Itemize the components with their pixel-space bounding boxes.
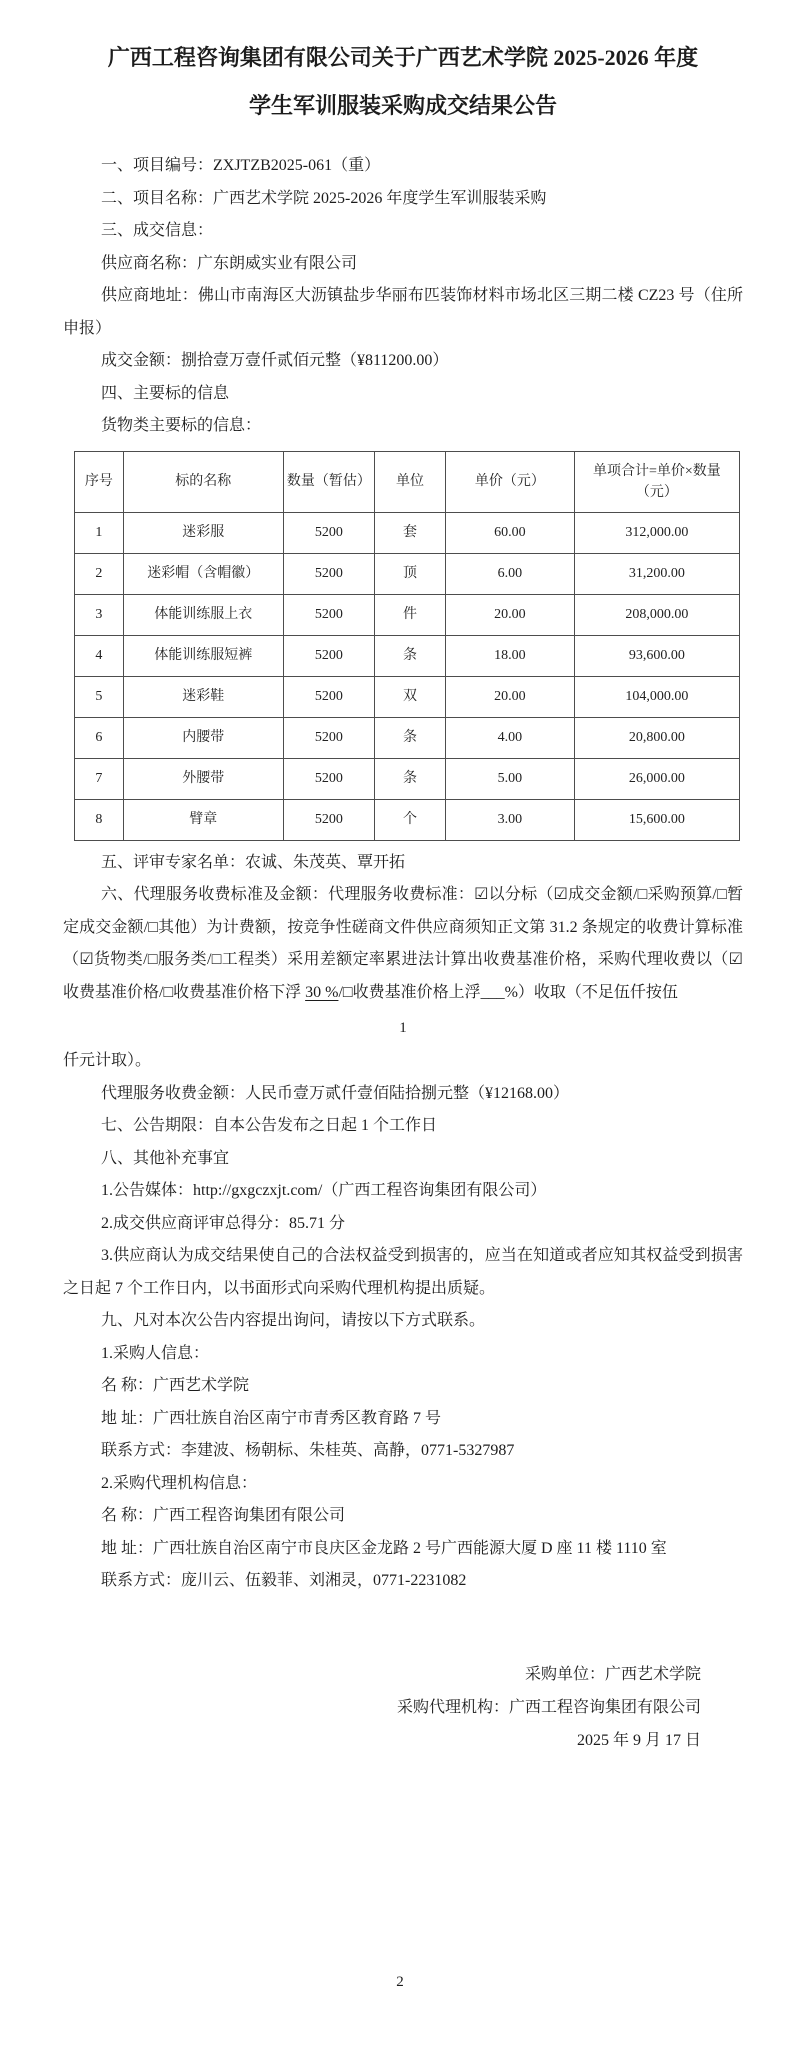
- para-buyer-name: 名 称：广西艺术学院: [101, 1377, 250, 1394]
- cell-item-name: 迷彩鞋: [123, 676, 283, 717]
- header-seq: 序号: [75, 451, 124, 512]
- cell-subtotal: 93,600.00: [574, 635, 739, 676]
- header-subtotal: 单项合计=单价×数量（元）: [574, 451, 739, 512]
- para-deal-info-heading: 三、成交信息：: [101, 222, 214, 239]
- para-buyer-address: 地 址：广西壮族自治区南宁市青秀区教育路 7 号: [101, 1409, 442, 1427]
- cell-seq: 4: [75, 635, 124, 676]
- cell-unit: 个: [375, 799, 446, 840]
- title-line-1: 广西工程咨询集团有限公司关于广西艺术学院 2025-2026 年度: [107, 45, 699, 70]
- cell-quantity: 5200: [283, 799, 374, 840]
- fee-text-part1: 六、代理服务收费标准及金额：代理服务收费标准：☑以分标（☑成交金额/□采购预算/□暂定成交金额/□其他）为计费额，按竞争性磋商文件供应商须知正文第 31.2 条规定的收费计算标准（☑货物类/□服务类/□工程类）采用差额定率累进法计算出收费基准价格，采购代理收费以（☑收费基准价格/□收费基准价格下浮: [63, 886, 743, 1001]
- para-agency-name: 名 称：广西工程咨询集团有限公司: [101, 1507, 346, 1524]
- cell-unit-price: 20.00: [446, 676, 575, 717]
- table-header-row: [75, 451, 740, 512]
- cell-item-name: 内腰带: [123, 717, 283, 758]
- cell-seq: 1: [75, 512, 124, 553]
- cell-unit-price: 5.00: [446, 758, 575, 799]
- page-number-2: 2: [396, 1974, 404, 1990]
- para-fee-standard: [63, 879, 743, 1009]
- cell-unit-price: 20.00: [446, 594, 575, 635]
- cell-unit: 套: [375, 512, 446, 553]
- table-row: [75, 799, 740, 840]
- table-row: [75, 594, 740, 635]
- header-unit: 单位: [375, 451, 446, 512]
- cell-item-name: 臂章: [123, 799, 283, 840]
- cell-unit-price: 4.00: [446, 717, 575, 758]
- para-announcement-media: 1.公告媒体：http://gxgczxjt.com/（广西工程咨询集团有限公司）: [101, 1182, 547, 1199]
- para-contact-heading: 九、凡对本次公告内容提出询问，请按以下方式联系。: [101, 1312, 486, 1329]
- cell-unit: 件: [375, 594, 446, 635]
- cell-item-name: 体能训练服上衣: [123, 594, 283, 635]
- header-unit-price: 单价（元）: [446, 451, 575, 512]
- closing-buyer-line: 采购单位：广西艺术学院: [524, 1665, 701, 1683]
- cell-unit-price: 6.00: [446, 553, 575, 594]
- cell-unit: 顶: [375, 553, 446, 594]
- closing-date-line: 2025 年 9 月 17 日: [576, 1731, 701, 1749]
- cell-unit-price: 18.00: [446, 635, 575, 676]
- closing-block: [63, 1658, 743, 1757]
- para-supplier-name: 供应商名称：广东朗威实业有限公司: [101, 254, 358, 272]
- para-buyer-contact: 联系方式：李建波、杨朝标、朱桂英、高静，0771-5327987: [101, 1442, 515, 1459]
- cell-seq: 2: [75, 553, 124, 594]
- cell-item-name: 外腰带: [123, 758, 283, 799]
- items-table: [74, 451, 740, 841]
- cell-subtotal: 104,000.00: [574, 676, 739, 717]
- para-goods-subject-heading: 货物类主要标的信息：: [101, 417, 262, 434]
- para-main-subject-heading: 四、主要标的信息: [101, 384, 230, 402]
- cell-subtotal: 208,000.00: [574, 594, 739, 635]
- cell-subtotal: 20,800.00: [574, 717, 739, 758]
- cell-seq: 8: [75, 799, 124, 840]
- fee-text-part2: /□收费基准价格上浮___%）收取（不足伍仟按伍: [338, 983, 678, 1001]
- header-item-name: 标的名称: [123, 451, 283, 512]
- cell-item-name: 迷彩服: [123, 512, 283, 553]
- cell-unit: 条: [375, 758, 446, 799]
- table-row: [75, 717, 740, 758]
- cell-item-name: 体能训练服短裤: [123, 635, 283, 676]
- para-other-heading: 八、其他补充事宜: [101, 1149, 230, 1167]
- para-agency-contact: 联系方式：庞川云、伍毅菲、刘湘灵，0771-2231082: [101, 1572, 467, 1589]
- para-review-score: 2.成交供应商评审总得分：85.71 分: [101, 1214, 346, 1232]
- cell-quantity: 5200: [283, 594, 374, 635]
- para-fee-amount: 代理服务收费金额：人民币壹万贰仟壹佰陆拾捌元整（¥12168.00）: [101, 1084, 570, 1102]
- cell-seq: 5: [75, 676, 124, 717]
- para-agency-address: 地 址：广西壮族自治区南宁市良庆区金龙路 2 号广西能源大厦 D 座 11 楼 1110 室: [101, 1539, 667, 1557]
- cell-quantity: 5200: [283, 676, 374, 717]
- table-row: [75, 758, 740, 799]
- fee-discount-value: 30 %: [305, 983, 339, 1001]
- table-row: [75, 553, 740, 594]
- title-line-2: 学生军训服装采购成交结果公告: [248, 93, 557, 118]
- para-expert-list: 五、评审专家名单：农诚、朱茂英、覃开拓: [101, 853, 406, 871]
- cell-item-name: 迷彩帽（含帽徽）: [123, 553, 283, 594]
- header-quantity: 数量（暂估）: [283, 451, 374, 512]
- para-buyer-heading: 1.采购人信息：: [101, 1344, 210, 1362]
- cell-quantity: 5200: [283, 758, 374, 799]
- para-agency-heading: 2.采购代理机构信息：: [101, 1474, 258, 1492]
- table-row: [75, 676, 740, 717]
- cell-subtotal: 26,000.00: [574, 758, 739, 799]
- cell-seq: 7: [75, 758, 124, 799]
- para-notice-period: 七、公告期限：自本公告发布之日起 1 个工作日: [101, 1117, 438, 1134]
- table-row: [75, 512, 740, 553]
- table-row: [75, 635, 740, 676]
- para-project-number: 一、项目编号：ZXJTZB2025-061（重）: [101, 157, 381, 174]
- cell-quantity: 5200: [283, 553, 374, 594]
- closing-agency-line: 采购代理机构：广西工程咨询集团有限公司: [396, 1698, 701, 1716]
- cell-unit-price: 60.00: [446, 512, 575, 553]
- cell-quantity: 5200: [283, 512, 374, 553]
- cell-seq: 6: [75, 717, 124, 758]
- cell-quantity: 5200: [283, 635, 374, 676]
- page-title: [63, 34, 743, 130]
- cell-unit: 双: [375, 676, 446, 717]
- para-fee-wrap-tail: 仟元计取）。: [63, 1052, 152, 1069]
- para-objection-notice: 3.供应商认为成交结果使自己的合法权益受到损害的，应当在知道或者应知其权益受到损害之日起 7 个工作日内，以书面形式向采购代理机构提出质疑。: [63, 1247, 743, 1297]
- page-number-1: 1: [399, 1020, 407, 1036]
- para-project-name: 二、项目名称：广西艺术学院 2025-2026 年度学生军训服装采购: [101, 189, 547, 207]
- cell-seq: 3: [75, 594, 124, 635]
- cell-subtotal: 31,200.00: [574, 553, 739, 594]
- cell-unit-price: 3.00: [446, 799, 575, 840]
- cell-subtotal: 312,000.00: [574, 512, 739, 553]
- cell-unit: 条: [375, 717, 446, 758]
- para-deal-amount: 成交金额：捌拾壹万壹仟贰佰元整（¥811200.00）: [101, 352, 449, 369]
- para-supplier-address: 供应商地址：佛山市南海区大沥镇盐步华丽布匹装饰材料市场北区三期二楼 CZ23 号（住所申报）: [63, 287, 743, 337]
- cell-unit: 条: [375, 635, 446, 676]
- cell-subtotal: 15,600.00: [574, 799, 739, 840]
- cell-quantity: 5200: [283, 717, 374, 758]
